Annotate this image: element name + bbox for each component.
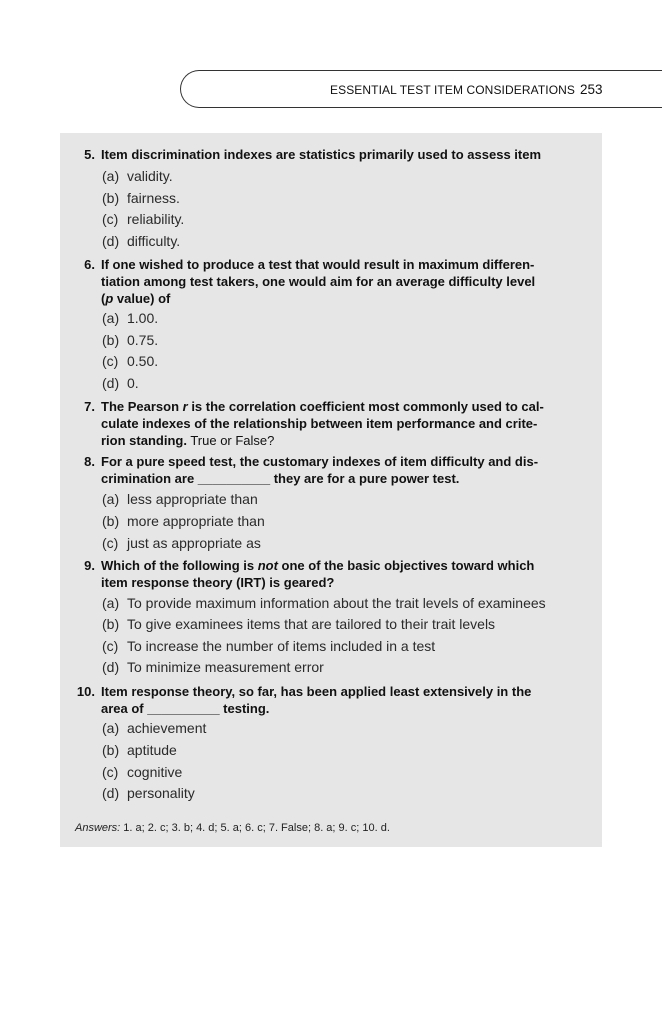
option-text: difficulty. xyxy=(127,233,181,249)
option-text: just as appropriate as xyxy=(127,535,261,551)
option-text: validity. xyxy=(127,168,173,184)
question-8-stem xyxy=(101,453,579,487)
option-text: To minimize measurement error xyxy=(127,659,324,675)
question-7-true-false: True or False? xyxy=(186,433,275,448)
option-text: To provide maximum information about the trait levels of examinees xyxy=(127,595,546,611)
answer-key xyxy=(75,820,390,836)
question-6-line-3 xyxy=(101,290,579,307)
question-9-line-2: item response theory (IRT) is geared? xyxy=(101,575,335,590)
question-8-number: 8. xyxy=(84,454,95,469)
question-6-stem xyxy=(101,256,579,307)
option-label: (c) xyxy=(102,638,119,654)
option-text: less appropriate than xyxy=(127,491,258,507)
question-5-option-d xyxy=(102,233,180,250)
option-label: (d) xyxy=(102,375,120,391)
question-5-line-1: Item discrimination indexes are statistics primarily used to assess item xyxy=(101,147,542,162)
question-8-option-a xyxy=(102,491,258,508)
question-7-line-3 xyxy=(101,432,579,449)
question-7-line-1-post: is the correlation coefficient most commonly used to cal- xyxy=(187,399,544,414)
question-9-option-b xyxy=(102,616,495,633)
option-text: more appropriate than xyxy=(127,513,265,529)
question-7-line-1-pre: The Pearson xyxy=(101,399,183,414)
question-9-line-1-post: one of the basic objectives toward which xyxy=(277,558,535,573)
question-6-option-b xyxy=(102,332,158,349)
option-text: 0. xyxy=(127,375,139,391)
question-9-not-emphasis: not xyxy=(257,558,278,573)
question-5-stem xyxy=(101,146,579,163)
question-10-line-1: Item response theory, so far, has been applied least extensively in the xyxy=(101,684,532,699)
answer-key-label: Answers: xyxy=(75,822,121,834)
question-9-stem xyxy=(101,557,579,591)
running-head: ESSENTIAL TEST ITEM CONSIDERATIONS xyxy=(330,83,575,97)
question-7-number: 7. xyxy=(84,399,95,414)
question-9-line-1-pre: Which of the following is xyxy=(101,558,258,573)
question-9-line-1 xyxy=(101,557,579,574)
option-label: (b) xyxy=(102,513,120,529)
question-10-number: 10. xyxy=(76,684,95,699)
option-text: 1.00. xyxy=(127,310,159,326)
question-6-line-1: If one wished to produce a test that would result in maximum differen- xyxy=(101,257,535,272)
option-label: (b) xyxy=(102,332,120,348)
question-8-option-b xyxy=(102,513,265,530)
option-text: 0.50. xyxy=(127,353,159,369)
option-text: aptitude xyxy=(127,742,177,758)
option-text: achievement xyxy=(127,720,207,736)
question-6-option-d xyxy=(102,375,139,392)
option-label: (d) xyxy=(102,233,120,249)
question-6-option-a xyxy=(102,310,158,327)
question-10-line-2: area of __________ testing. xyxy=(101,701,270,716)
question-5-option-a xyxy=(102,168,173,185)
question-6-option-c xyxy=(102,353,158,370)
option-label: (a) xyxy=(102,168,120,184)
option-text: personality xyxy=(127,785,195,801)
question-5-option-c xyxy=(102,211,184,228)
option-text: cognitive xyxy=(127,764,183,780)
question-10-stem xyxy=(101,683,579,717)
question-8-line-2: crimination are __________ they are for a pure power test. xyxy=(101,471,460,486)
question-6-line-3-rest: value) of xyxy=(113,291,171,306)
option-label: (c) xyxy=(102,211,119,227)
option-label: (d) xyxy=(102,785,120,801)
question-5-option-b xyxy=(102,190,180,207)
question-8-line-1: For a pure speed test, the customary indexes of item difficulty and dis- xyxy=(101,454,539,469)
option-text: To give examinees items that are tailored to their trait levels xyxy=(127,616,496,632)
question-10-option-a xyxy=(102,720,206,737)
option-label: (b) xyxy=(102,190,120,206)
answer-key-text: 1. a; 2. c; 3. b; 4. d; 5. a; 6. c; 7. False; 8. a; 9. c; 10. d. xyxy=(120,822,390,834)
question-7-line-1 xyxy=(101,398,579,415)
option-text: fairness. xyxy=(127,190,180,206)
question-9-option-d xyxy=(102,659,324,676)
question-7-line-3-text: rion standing. xyxy=(101,433,187,448)
question-9-option-c xyxy=(102,638,435,655)
question-6-line-2: tiation among test takers, one would aim for an average difficulty level xyxy=(101,274,536,289)
option-text: 0.75. xyxy=(127,332,159,348)
option-label: (a) xyxy=(102,491,120,507)
option-label: (a) xyxy=(102,720,120,736)
option-label: (b) xyxy=(102,742,120,758)
option-label: (c) xyxy=(102,353,119,369)
option-label: (a) xyxy=(102,595,120,611)
question-10-option-d xyxy=(102,785,195,802)
question-6-number: 6. xyxy=(84,257,95,272)
page-number: 253 xyxy=(580,82,603,97)
option-label: (c) xyxy=(102,764,119,780)
option-label: (d) xyxy=(102,659,120,675)
option-text: reliability. xyxy=(127,211,185,227)
question-6-open-paren: ( xyxy=(101,291,106,306)
question-9-number: 9. xyxy=(84,558,95,573)
option-label: (b) xyxy=(102,616,120,632)
option-text: To increase the number of items included in a test xyxy=(127,638,436,654)
question-7-stem xyxy=(101,398,579,449)
question-8-option-c xyxy=(102,535,261,552)
question-10-option-b xyxy=(102,742,177,759)
option-label: (a) xyxy=(102,310,120,326)
question-6-p-symbol: p xyxy=(105,291,114,306)
question-9-option-a xyxy=(102,595,546,612)
question-10-option-c xyxy=(102,764,182,781)
question-5-number: 5. xyxy=(84,147,95,162)
question-7-line-2: culate indexes of the relationship between item performance and crite- xyxy=(101,416,538,431)
option-label: (c) xyxy=(102,535,119,551)
question-7-r-symbol: r xyxy=(182,399,188,414)
